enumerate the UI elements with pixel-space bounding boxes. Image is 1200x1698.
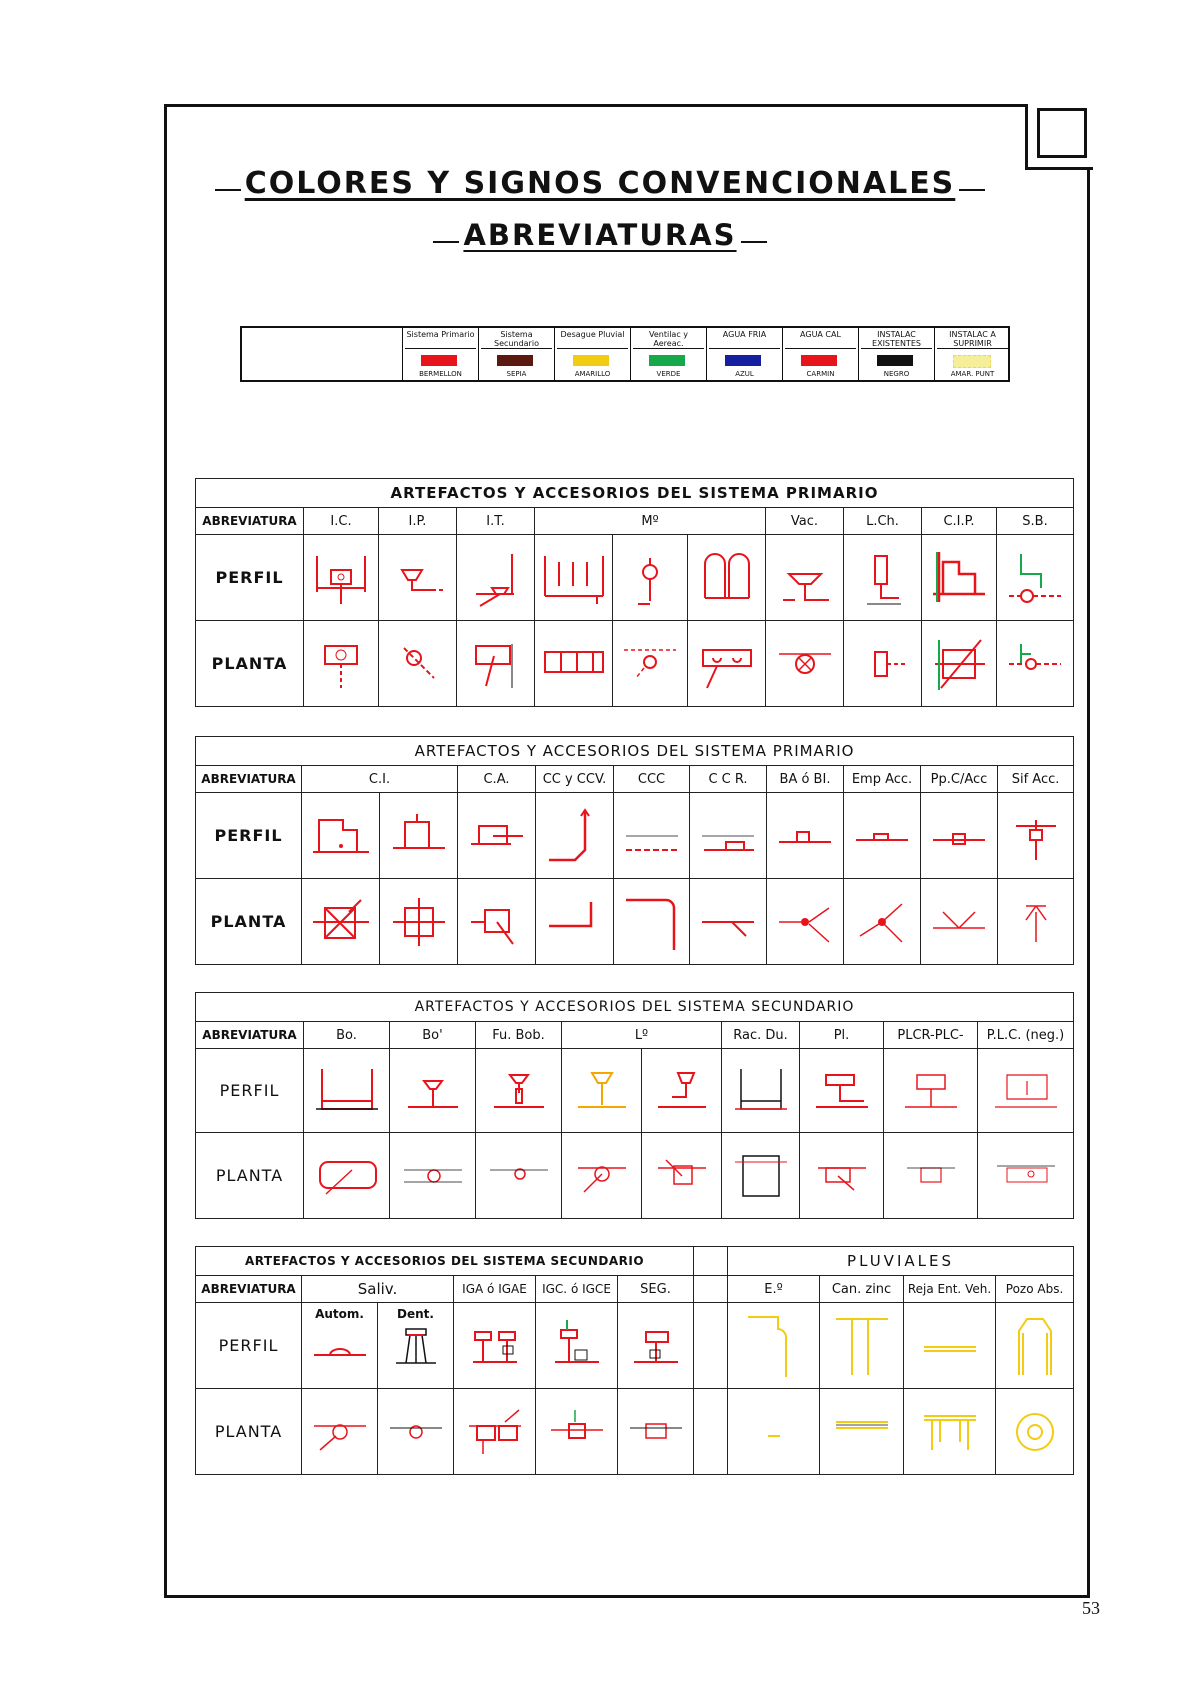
symbol-cell xyxy=(690,793,767,879)
legend-item xyxy=(858,328,934,380)
col-header: Reja Ent. Veh. xyxy=(904,1276,996,1303)
col-header: C.I.P. xyxy=(922,508,997,535)
legend-item xyxy=(630,328,706,380)
row-label-planta: PLANTA xyxy=(196,1133,304,1219)
col-header: Can. zinc xyxy=(820,1276,904,1303)
symbol-cell xyxy=(613,535,688,621)
legend-color-name: SEPIA xyxy=(506,370,527,378)
symbol-cell xyxy=(304,621,379,707)
legend-color-name: AZUL xyxy=(735,370,754,378)
color-swatch xyxy=(649,355,685,366)
row-label-perfil: PERFIL xyxy=(196,793,302,879)
symbol-cell xyxy=(458,879,536,965)
page-number: 53 xyxy=(1082,1598,1100,1618)
table-caption: ARTEFACTOS Y ACCESORIOS DEL SISTEMA SECUNDARIO xyxy=(196,1247,694,1276)
symbol-cell xyxy=(904,1389,996,1475)
col-header: IGA ó IGAE xyxy=(454,1276,536,1303)
symbol-cell xyxy=(884,1049,978,1133)
symbol-cell xyxy=(996,1303,1074,1389)
row-label-perfil: PERFIL xyxy=(196,535,304,621)
col-header: Lº xyxy=(562,1022,722,1049)
symbol-cell xyxy=(767,879,844,965)
col-header: CCC xyxy=(614,766,690,793)
color-legend xyxy=(240,326,1010,382)
symbol-cell xyxy=(613,621,688,707)
legend-caption: Sistema Secundario xyxy=(481,330,552,349)
legend-color-name: AMAR. PUNT xyxy=(950,370,995,378)
col-header: Fu. Bob. xyxy=(476,1022,562,1049)
symbol-cell xyxy=(390,1049,476,1133)
symbol-cell xyxy=(378,1389,454,1475)
col-header: C.I. xyxy=(302,766,458,793)
symbol-cell xyxy=(800,1133,884,1219)
symbol-cell xyxy=(562,1133,642,1219)
legend-item xyxy=(706,328,782,380)
table-caption: ARTEFACTOS Y ACCESORIOS DEL SISTEMA PRIMARIO xyxy=(196,479,1074,508)
symbol-cell xyxy=(642,1049,722,1133)
symbol-cell xyxy=(535,621,613,707)
legend-caption: Desague Pluvial xyxy=(557,330,628,349)
legend-color-name: BERMELLON xyxy=(419,370,462,378)
legend-caption: Sistema Primario xyxy=(405,330,476,349)
table-caption: ARTEFACTOS Y ACCESORIOS DEL SISTEMA SECUNDARIO xyxy=(196,993,1074,1022)
table-primary-2 xyxy=(195,736,1074,965)
col-header: Vac. xyxy=(766,508,844,535)
symbol-cell xyxy=(998,879,1074,965)
symbol-cell xyxy=(978,1133,1074,1219)
symbol-cell xyxy=(921,879,998,965)
symbol-cell xyxy=(390,1133,476,1219)
subheader-autom: Autom. xyxy=(315,1307,364,1321)
symbol-cell xyxy=(844,879,921,965)
color-swatch xyxy=(953,355,991,368)
symbol-cell xyxy=(722,1133,800,1219)
col-header: Pozo Abs. xyxy=(996,1276,1074,1303)
symbol-cell xyxy=(998,793,1074,879)
symbol-cell xyxy=(614,879,690,965)
symbol-cell xyxy=(302,879,380,965)
legend-caption: INSTALAC A SUPRIMIR xyxy=(937,330,1008,349)
symbol-cell xyxy=(996,1389,1074,1475)
page-title: COLORES Y SIGNOS CONVENCIONALES xyxy=(0,166,1200,201)
legend-caption: INSTALAC EXISTENTES xyxy=(861,330,932,349)
symbol-cell xyxy=(536,793,614,879)
symbol-cell xyxy=(618,1389,694,1475)
header-label: ABREVIATURA xyxy=(196,1276,302,1303)
symbol-cell xyxy=(454,1303,536,1389)
symbol-cell xyxy=(767,793,844,879)
col-header: SEG. xyxy=(618,1276,694,1303)
color-swatch xyxy=(421,355,457,366)
symbol-cell xyxy=(380,879,458,965)
col-header: L.Ch. xyxy=(844,508,922,535)
symbol-cell xyxy=(618,1303,694,1389)
legend-caption: AGUA FRIA xyxy=(709,330,780,349)
symbol-cell xyxy=(922,535,997,621)
legend-item xyxy=(782,328,858,380)
symbol-cell xyxy=(562,1049,642,1133)
symbol-cell xyxy=(766,535,844,621)
symbol-cell xyxy=(844,793,921,879)
symbol-cell xyxy=(476,1049,562,1133)
row-label-perfil: PERFIL xyxy=(196,1049,304,1133)
color-swatch xyxy=(497,355,533,366)
symbol-cell xyxy=(728,1389,820,1475)
col-header: IGC. ó IGCE xyxy=(536,1276,618,1303)
symbol-cell xyxy=(844,621,922,707)
symbol-cell xyxy=(922,621,997,707)
symbol-cell xyxy=(997,621,1074,707)
table-secondary-1 xyxy=(195,992,1074,1219)
col-header: Saliv. xyxy=(302,1276,454,1303)
legend-item xyxy=(402,328,478,380)
row-label-planta: PLANTA xyxy=(196,879,302,965)
symbol-cell xyxy=(379,621,457,707)
symbol-cell xyxy=(302,793,380,879)
symbol-cell xyxy=(884,1133,978,1219)
col-header: Bo. xyxy=(304,1022,390,1049)
color-swatch xyxy=(801,355,837,366)
col-header: Bo' xyxy=(390,1022,476,1049)
col-header: I.T. xyxy=(457,508,535,535)
symbol-cell xyxy=(997,535,1074,621)
symbol-cell xyxy=(978,1049,1074,1133)
col-header: Pl. xyxy=(800,1022,884,1049)
col-header: I.C. xyxy=(304,508,379,535)
legend-color-name: AMARILLO xyxy=(574,370,611,378)
subheader-dent: Dent. xyxy=(397,1307,434,1321)
color-swatch xyxy=(573,355,609,366)
symbol-cell xyxy=(614,793,690,879)
symbol-cell xyxy=(688,535,766,621)
symbol-cell xyxy=(722,1049,800,1133)
symbol-cell xyxy=(457,535,535,621)
col-header: PLCR-PLC- xyxy=(884,1022,978,1049)
color-swatch xyxy=(725,355,761,366)
table-primary-1 xyxy=(195,478,1074,707)
symbol-cell xyxy=(304,535,379,621)
col-header: Mº xyxy=(535,508,766,535)
symbol-cell xyxy=(820,1389,904,1475)
symbol-cell xyxy=(458,793,536,879)
legend-item xyxy=(934,328,1010,380)
symbol-cell xyxy=(380,793,458,879)
col-header: C C R. xyxy=(690,766,767,793)
symbol-cell xyxy=(921,793,998,879)
table-secondary-pluviales xyxy=(195,1246,1074,1475)
symbol-cell xyxy=(476,1133,562,1219)
symbol-cell xyxy=(304,1133,390,1219)
legend-color-name: NEGRO xyxy=(883,370,910,378)
legend-color-name: CARMIN xyxy=(806,370,835,378)
symbol-cell xyxy=(688,621,766,707)
symbol-cell xyxy=(728,1303,820,1389)
symbol-cell xyxy=(535,535,613,621)
symbol-cell xyxy=(302,1389,378,1475)
page-subtitle: ABREVIATURAS xyxy=(0,218,1200,252)
legend-color-name: VERDE xyxy=(656,370,681,378)
col-header: S.B. xyxy=(997,508,1074,535)
symbol-cell xyxy=(904,1303,996,1389)
symbol-cell xyxy=(536,1389,618,1475)
col-header: Emp Acc. xyxy=(844,766,921,793)
row-label-perfil: PERFIL xyxy=(196,1303,302,1389)
row-label-planta: PLANTA xyxy=(196,621,304,707)
symbol-cell xyxy=(800,1049,884,1133)
symbol-cell xyxy=(642,1133,722,1219)
symbol-cell xyxy=(379,535,457,621)
symbol-cell xyxy=(690,879,767,965)
symbol-cell xyxy=(304,1049,390,1133)
symbol-cell xyxy=(378,1303,454,1389)
symbol-cell xyxy=(844,535,922,621)
legend-item xyxy=(478,328,554,380)
header-label: ABREVIATURA xyxy=(196,1022,304,1049)
table-caption: ARTEFACTOS Y ACCESORIOS DEL SISTEMA PRIMARIO xyxy=(196,737,1074,766)
col-header: I.P. xyxy=(379,508,457,535)
corner-box xyxy=(1037,108,1087,158)
symbol-cell xyxy=(766,621,844,707)
legend-caption: AGUA CAL xyxy=(785,330,856,349)
symbol-cell xyxy=(820,1303,904,1389)
header-label: ABREVIATURA xyxy=(196,766,302,793)
pluviales-caption: PLUVIALES xyxy=(728,1247,1074,1276)
col-header: BA ó BI. xyxy=(767,766,844,793)
col-header: CC y CCV. xyxy=(536,766,614,793)
col-header: Sif Acc. xyxy=(998,766,1074,793)
symbol-cell xyxy=(536,1303,618,1389)
col-header: C.A. xyxy=(458,766,536,793)
col-header: P.L.C. (neg.) xyxy=(978,1022,1074,1049)
legend-item xyxy=(554,328,630,380)
col-header: Rac. Du. xyxy=(722,1022,800,1049)
col-header: Pp.C/Acc xyxy=(921,766,998,793)
symbol-cell xyxy=(536,879,614,965)
legend-caption: Ventilac y Aereac. xyxy=(633,330,704,349)
symbol-cell xyxy=(454,1389,536,1475)
col-header: E.º xyxy=(728,1276,820,1303)
color-swatch xyxy=(877,355,913,366)
symbol-cell xyxy=(302,1303,378,1389)
header-label: ABREVIATURA xyxy=(196,508,304,535)
symbol-cell xyxy=(457,621,535,707)
row-label-planta: PLANTA xyxy=(196,1389,302,1475)
